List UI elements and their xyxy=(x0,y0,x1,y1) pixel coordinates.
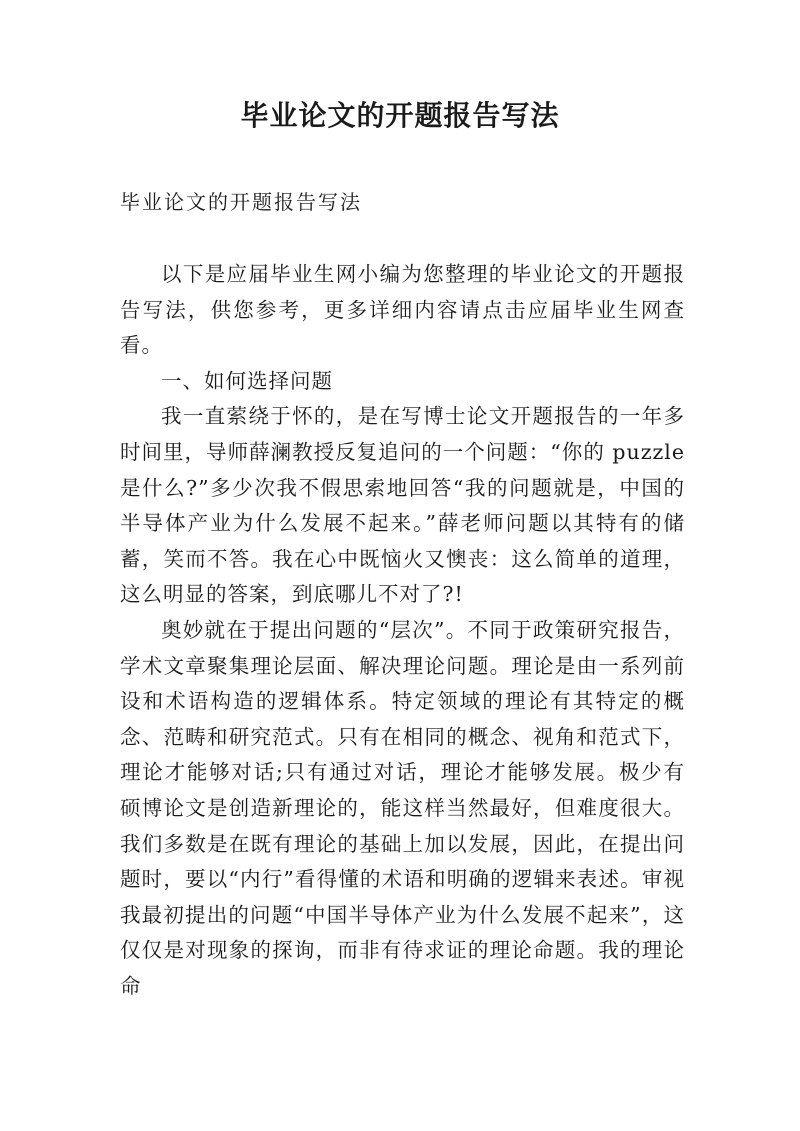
intro-paragraph: 以下是应届毕业生网小编为您整理的毕业论文的开题报告写法，供您参考，更多详细内容请点击应届毕业生网查看。 xyxy=(120,262,685,358)
body-paragraph-2: 奥妙就在于提出问题的“层次”。不同于政策研究报告，学术文章聚集理论层面、解决理论问题。理论是由一系列前设和术语构造的逻辑体系。特定领域的理论有其特定的概念、范畴和研究范式。只有在相同的概念、视角和范式下，理论才能够对话;只有通过对话，理论才能够发展。极少有硕博论文是创造新理论的，能这样当然最好，但难度很大。我们多数是在既有理论的基础上加以发展，因此，在提出问题时，要以“内行”看得懂的术语和明确的逻辑来表述。审视我最初提出的问题“中国半导体产业为什么发展不起来”，这仅仅是对现象的探询，而非有待求证的理论命题。我的理论命 xyxy=(120,617,685,998)
section-heading: 一、如何选择问题 xyxy=(161,368,333,393)
document-subtitle: 毕业论文的开题报告写法 xyxy=(120,190,362,214)
document-body xyxy=(120,257,685,1004)
body-paragraph-1: 我一直萦绕于怀的，是在写博士论文开题报告的一年多时间里，导师薛澜教授反复追问的一个问题：“你的 puzzle是什么?”多少次我不假思索地回答“我的问题就是，中国的半导体产业为什么发展不起来。”薛老师问题以其特有的储蓄，笑而不答。我在心中既恼火又懊丧：这么简单的道理，这么明显的答案，到底哪儿不对了?! xyxy=(120,404,685,607)
document-title: 毕业论文的开题报告写法 xyxy=(240,99,560,132)
